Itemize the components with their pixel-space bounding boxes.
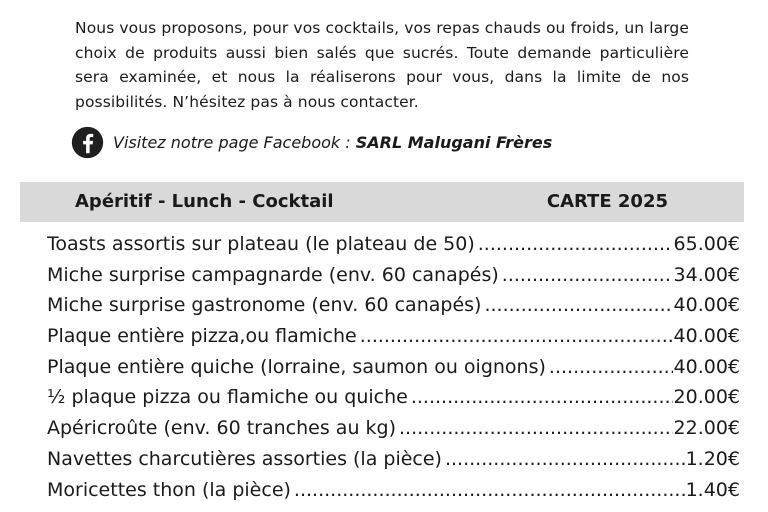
menu-item-name: Navettes charcutières assorties (la pièce) [47,447,442,470]
intro-paragraph: Nous vous proposons, pour vos cocktails, vos repas chauds ou froids, un large choix de produits aussi bien salés que sucrés. Toute demande particulière sera examinée, et nous la réaliserons pour vous, dans la limite de nos possibilités. N’hésitez pas à nous contacter. [75,19,690,111]
menu-item-price: 1.20€ [685,447,740,470]
facebook-row [71,125,552,159]
menu-item-price: 65.00€ [673,233,740,255]
menu-item [47,294,740,325]
menu-item [47,356,740,387]
menu-item [47,233,740,264]
menu-item-leader [360,325,673,347]
menu-list [47,233,740,509]
menu-item-name: Apéricroûte (env. 60 tranches au kg) [47,417,396,440]
facebook-label: Visitez notre page Facebook : [113,132,356,152]
menu-item-price: 22.00€ [673,417,740,440]
menu-item-leader [411,386,673,408]
menu-item-leader [478,233,673,255]
menu-item-price: 1.40€ [685,478,740,501]
menu-item-leader [445,448,685,470]
menu-item-name: Miche surprise campagnarde (env. 60 canapés) [47,263,499,286]
menu-item-name: ½ plaque pizza ou flamiche ou quiche [47,386,408,409]
menu-item-leader [399,417,673,439]
banner-edition: CARTE 2025 [546,191,668,212]
facebook-page-link[interactable]: SARL Malugani Frères [355,132,553,152]
menu-item [47,448,740,479]
menu-item-price: 40.00€ [673,355,740,378]
menu-item-price: 40.00€ [673,294,740,317]
menu-item-price: 20.00€ [673,386,740,409]
facebook-icon[interactable] [71,126,104,159]
menu-item-leader [294,479,685,501]
menu-item-leader [484,294,672,316]
menu-item-price: 40.00€ [673,325,740,348]
intro-section [75,16,689,114]
menu-item [47,325,740,356]
menu-item-name: Toasts assortis sur plateau (le plateau de 50) [47,233,475,255]
menu-item [47,386,740,417]
menu-item-name: Plaque entière pizza,ou flamiche [47,325,357,348]
menu-item-name: Miche surprise gastronome (env. 60 canapés) [47,294,482,317]
menu-item-leader [502,264,673,286]
facebook-text [113,133,552,152]
menu-item [47,417,740,448]
menu-banner [20,182,744,222]
banner-title: Apéritif - Lunch - Cocktail [75,191,334,212]
menu-item-price: 34.00€ [673,263,740,286]
menu-item-leader [549,356,673,378]
menu-item [47,264,740,295]
menu-item-name: Moricettes thon (la pièce) [47,478,291,501]
menu-item-name: Plaque entière quiche (lorraine, saumon ou oignons) [47,355,546,378]
menu-item [47,479,740,510]
